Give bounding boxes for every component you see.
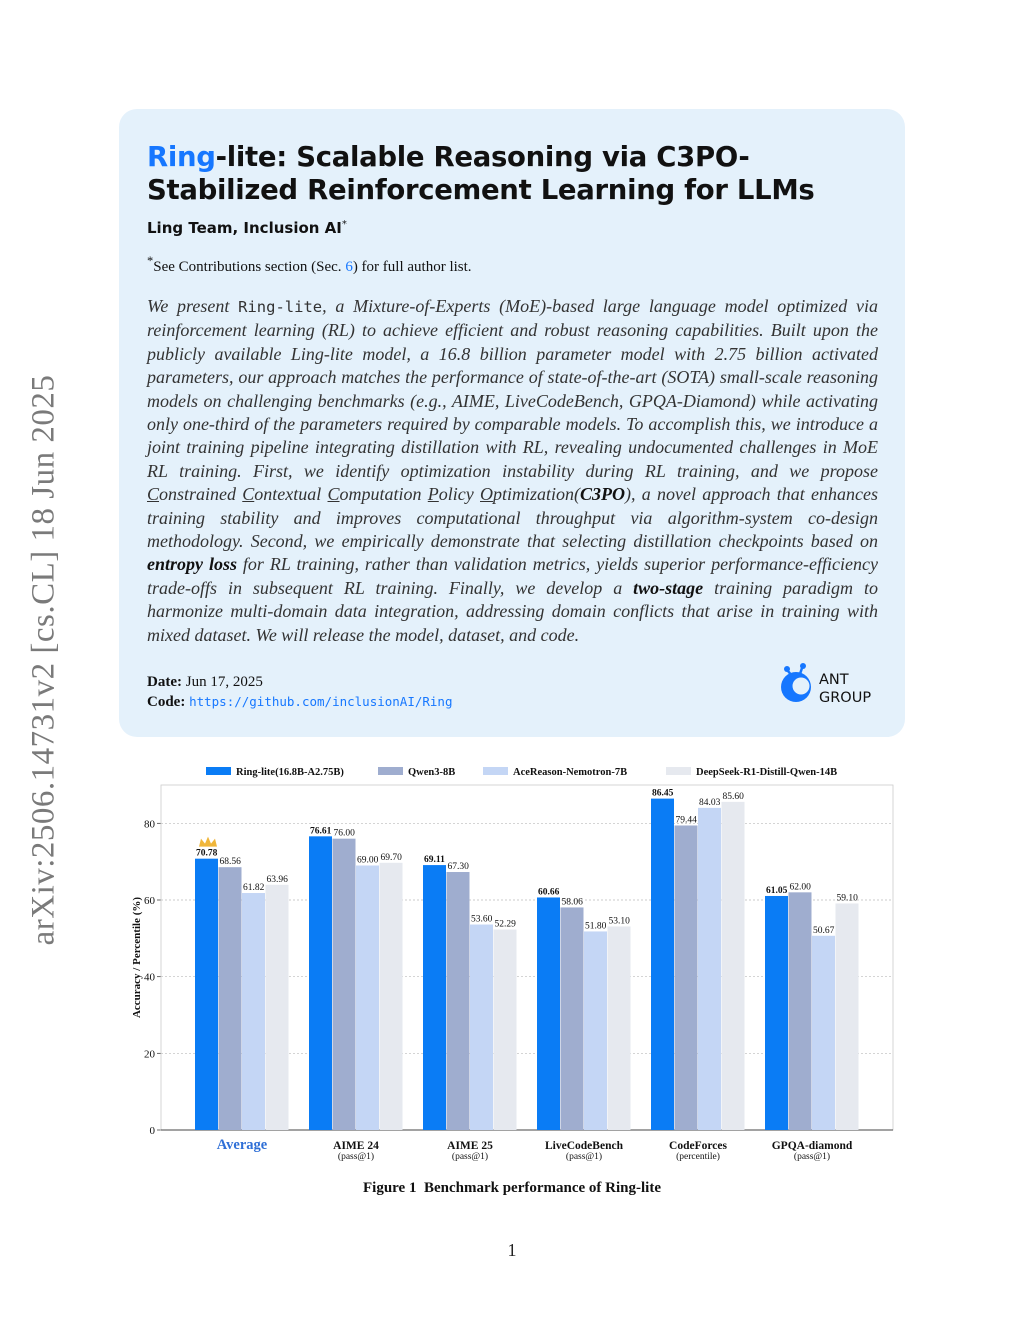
legend-swatch bbox=[666, 767, 691, 775]
x-tick-sublabel: (pass@1) bbox=[451, 1152, 489, 1162]
y-tick-label: 80 bbox=[144, 818, 155, 831]
x-tick-sublabel: (pass@1) bbox=[337, 1152, 375, 1162]
x-tick-sublabel: (percentile) bbox=[676, 1152, 720, 1162]
abstract-text: omputation bbox=[339, 484, 428, 505]
acronym-letter: P bbox=[427, 484, 439, 505]
data-label: 59.10 bbox=[836, 893, 858, 904]
bar bbox=[195, 859, 218, 1130]
data-label: 51.80 bbox=[585, 921, 607, 932]
data-label: 79.44 bbox=[675, 815, 697, 826]
bar bbox=[812, 936, 835, 1130]
page-number: 1 bbox=[507, 1240, 517, 1260]
data-label: 61.82 bbox=[243, 883, 265, 894]
bar bbox=[309, 836, 332, 1130]
data-label: 76.00 bbox=[333, 828, 355, 839]
paper-title bbox=[147, 141, 887, 207]
code-label: Code: bbox=[147, 694, 186, 710]
y-tick-label: 40 bbox=[144, 971, 155, 984]
logo-text-group: GROUP bbox=[819, 690, 872, 706]
abstract-text: for RL training, rather than validation metrics, yields superior performance-efficiency trade-offs in subsequent RL training. Finally, we develop a bbox=[147, 554, 878, 598]
header-card bbox=[119, 109, 905, 737]
abstract-text: , a Mixture-of-Experts (MoE)-based large language model optimized via reinforcement learning (RL) to achieve efficient and robust reasoning capabilities. Built upon the publicly available Ling-lite model, a 16.8 billion parameter model with 2.75 billion activated parameters, our approach matches the performance of state-of-the-art (SOTA) small-scale reasoning models on challenging benchmarks (e.g., AIME, LiveCodeBench, GPQA-Diamond) while activating only one-third of the parameters required by comparable models. To accomplish this, we introduce a joint training pipeline integrating distillation with RL, revealing undocumented challenges in MoE RL training. First, we identify optimization instability during RL training, and we propose bbox=[147, 296, 879, 481]
data-label: 62.00 bbox=[789, 882, 811, 893]
y-tick-label: 60 bbox=[144, 895, 155, 907]
bar bbox=[722, 802, 745, 1130]
legend-swatch bbox=[378, 767, 403, 775]
data-label: 76.61 bbox=[310, 826, 332, 837]
data-label: 63.96 bbox=[266, 874, 288, 885]
acronym-letter: O bbox=[480, 484, 494, 505]
bar bbox=[333, 839, 356, 1130]
figure-caption bbox=[0, 1180, 1024, 1197]
y-axis-label: Accuracy / Percentile (%) bbox=[131, 896, 143, 1019]
x-tick-label: LiveCodeBench bbox=[545, 1140, 623, 1152]
abstract-text: ), a novel approach that enhances training stability and improves computational throughput via algorithm-system co-design methodology. Second, we empirically demonstrate that selecting distillation checkpoints based on bbox=[147, 484, 879, 552]
abstract bbox=[147, 295, 878, 647]
x-tick-sublabel: (pass@1) bbox=[565, 1152, 603, 1162]
y-tick-label: 0 bbox=[149, 1125, 155, 1137]
legend-label: DeepSeek-R1-Distill-Qwen-14B bbox=[696, 767, 838, 778]
arxiv-identifier: arXiv:2506.14731v2 [cs.CL] 18 Jun 2025 bbox=[25, 374, 62, 946]
data-label: 50.67 bbox=[813, 925, 835, 936]
data-label: 53.10 bbox=[608, 916, 630, 927]
benchmark-chart bbox=[118, 755, 908, 1175]
legend-swatch bbox=[206, 767, 231, 775]
acronym-letter: C bbox=[147, 484, 160, 505]
bar bbox=[380, 863, 403, 1130]
data-label: 61.05 bbox=[766, 885, 788, 896]
bar bbox=[356, 866, 379, 1131]
bar bbox=[836, 903, 859, 1130]
acronym-letter: C bbox=[327, 484, 340, 505]
model-name-code: Ring-lite bbox=[238, 298, 323, 316]
data-label: 84.03 bbox=[699, 797, 721, 808]
x-tick-sublabel: (pass@1) bbox=[793, 1152, 831, 1162]
section-link[interactable]: 6 bbox=[345, 259, 353, 275]
author-footnote bbox=[147, 254, 472, 276]
ant-group-logo bbox=[779, 662, 883, 708]
author-list: Ling Team, Inclusion AI bbox=[147, 219, 342, 237]
data-label: 52.29 bbox=[494, 919, 516, 930]
legend-swatch bbox=[483, 767, 508, 775]
authors bbox=[147, 219, 347, 237]
x-tick-label: AIME 25 bbox=[447, 1140, 493, 1152]
bar bbox=[608, 926, 631, 1130]
bar bbox=[494, 930, 517, 1130]
y-tick-label: 20 bbox=[144, 1048, 155, 1061]
abstract-text: We present bbox=[147, 296, 239, 316]
data-label: 69.70 bbox=[380, 852, 402, 863]
x-tick-label: Average bbox=[216, 1137, 268, 1153]
data-label: 86.45 bbox=[652, 788, 674, 799]
bar bbox=[765, 896, 788, 1130]
data-label: 85.60 bbox=[722, 791, 744, 802]
two-stage-emphasis: two-stage bbox=[633, 577, 704, 598]
bar bbox=[698, 808, 721, 1130]
bar bbox=[470, 925, 493, 1130]
footnote-text-pre: See Contributions section (Sec. bbox=[153, 259, 346, 275]
data-label: 60.66 bbox=[538, 887, 560, 898]
bar bbox=[537, 897, 560, 1130]
bar bbox=[242, 893, 265, 1130]
author-footnote-mark: * bbox=[341, 219, 347, 230]
bar bbox=[675, 825, 698, 1130]
bar bbox=[266, 885, 289, 1130]
x-tick-label: CodeForces bbox=[669, 1140, 727, 1152]
c3po-emphasis: C3PO bbox=[580, 484, 626, 505]
data-label: 69.00 bbox=[357, 855, 379, 866]
abstract-text: olicy bbox=[438, 484, 481, 505]
figure-caption-text: Benchmark performance of Ring-lite bbox=[423, 1180, 661, 1196]
data-label: 58.06 bbox=[561, 897, 583, 908]
footnote-text-post: ) for full author list. bbox=[352, 259, 472, 275]
code-link-row bbox=[147, 694, 452, 711]
bar bbox=[447, 872, 470, 1130]
data-label: 53.60 bbox=[471, 914, 493, 925]
bar bbox=[219, 867, 242, 1130]
abstract-text: ptimization( bbox=[493, 484, 581, 505]
logo-text-ant: ANT bbox=[819, 672, 849, 688]
legend-label: Qwen3-8B bbox=[408, 767, 456, 778]
footnote-mark: * bbox=[147, 254, 154, 268]
entropy-loss-emphasis: entropy loss bbox=[147, 554, 237, 575]
data-label: 69.11 bbox=[424, 855, 445, 866]
acronym-letter: C bbox=[242, 484, 255, 505]
ant-logo-icon bbox=[781, 663, 811, 702]
bar bbox=[423, 865, 446, 1130]
date-label: Date: bbox=[147, 674, 182, 690]
legend-label: AceReason-Nemotron-7B bbox=[513, 767, 628, 778]
title-accent: Ring bbox=[147, 141, 216, 173]
data-label: 68.56 bbox=[219, 857, 241, 868]
code-url-link[interactable]: https://github.com/inclusionAI/Ring bbox=[189, 694, 453, 709]
bar bbox=[584, 931, 607, 1130]
abstract-text: ontextual bbox=[254, 484, 328, 505]
bar bbox=[651, 799, 674, 1130]
figure-label: Figure 1 bbox=[362, 1180, 417, 1196]
abstract-text: onstrained bbox=[159, 484, 243, 505]
title-rest: -lite: Scalable Reasoning via C3PO-Stabilized Reinforcement Learning for LLMs bbox=[147, 141, 815, 206]
release-date bbox=[147, 674, 263, 691]
crown-icon bbox=[199, 837, 217, 847]
x-tick-label: GPQA-diamond bbox=[771, 1140, 853, 1152]
data-label: 67.30 bbox=[447, 862, 469, 873]
legend-label: Ring-lite(16.8B-A2.75B) bbox=[236, 767, 344, 778]
date-value: Jun 17, 2025 bbox=[185, 674, 263, 690]
data-label: 70.78 bbox=[196, 848, 218, 859]
x-tick-label: AIME 24 bbox=[333, 1140, 379, 1152]
abstract-text: training paradigm to harmonize multi-domain data integration, addressing domain conflicts that arise in training with mixed dataset. We will release the model, dataset, and code. bbox=[147, 577, 878, 645]
bar bbox=[789, 892, 812, 1130]
bar bbox=[561, 907, 584, 1130]
